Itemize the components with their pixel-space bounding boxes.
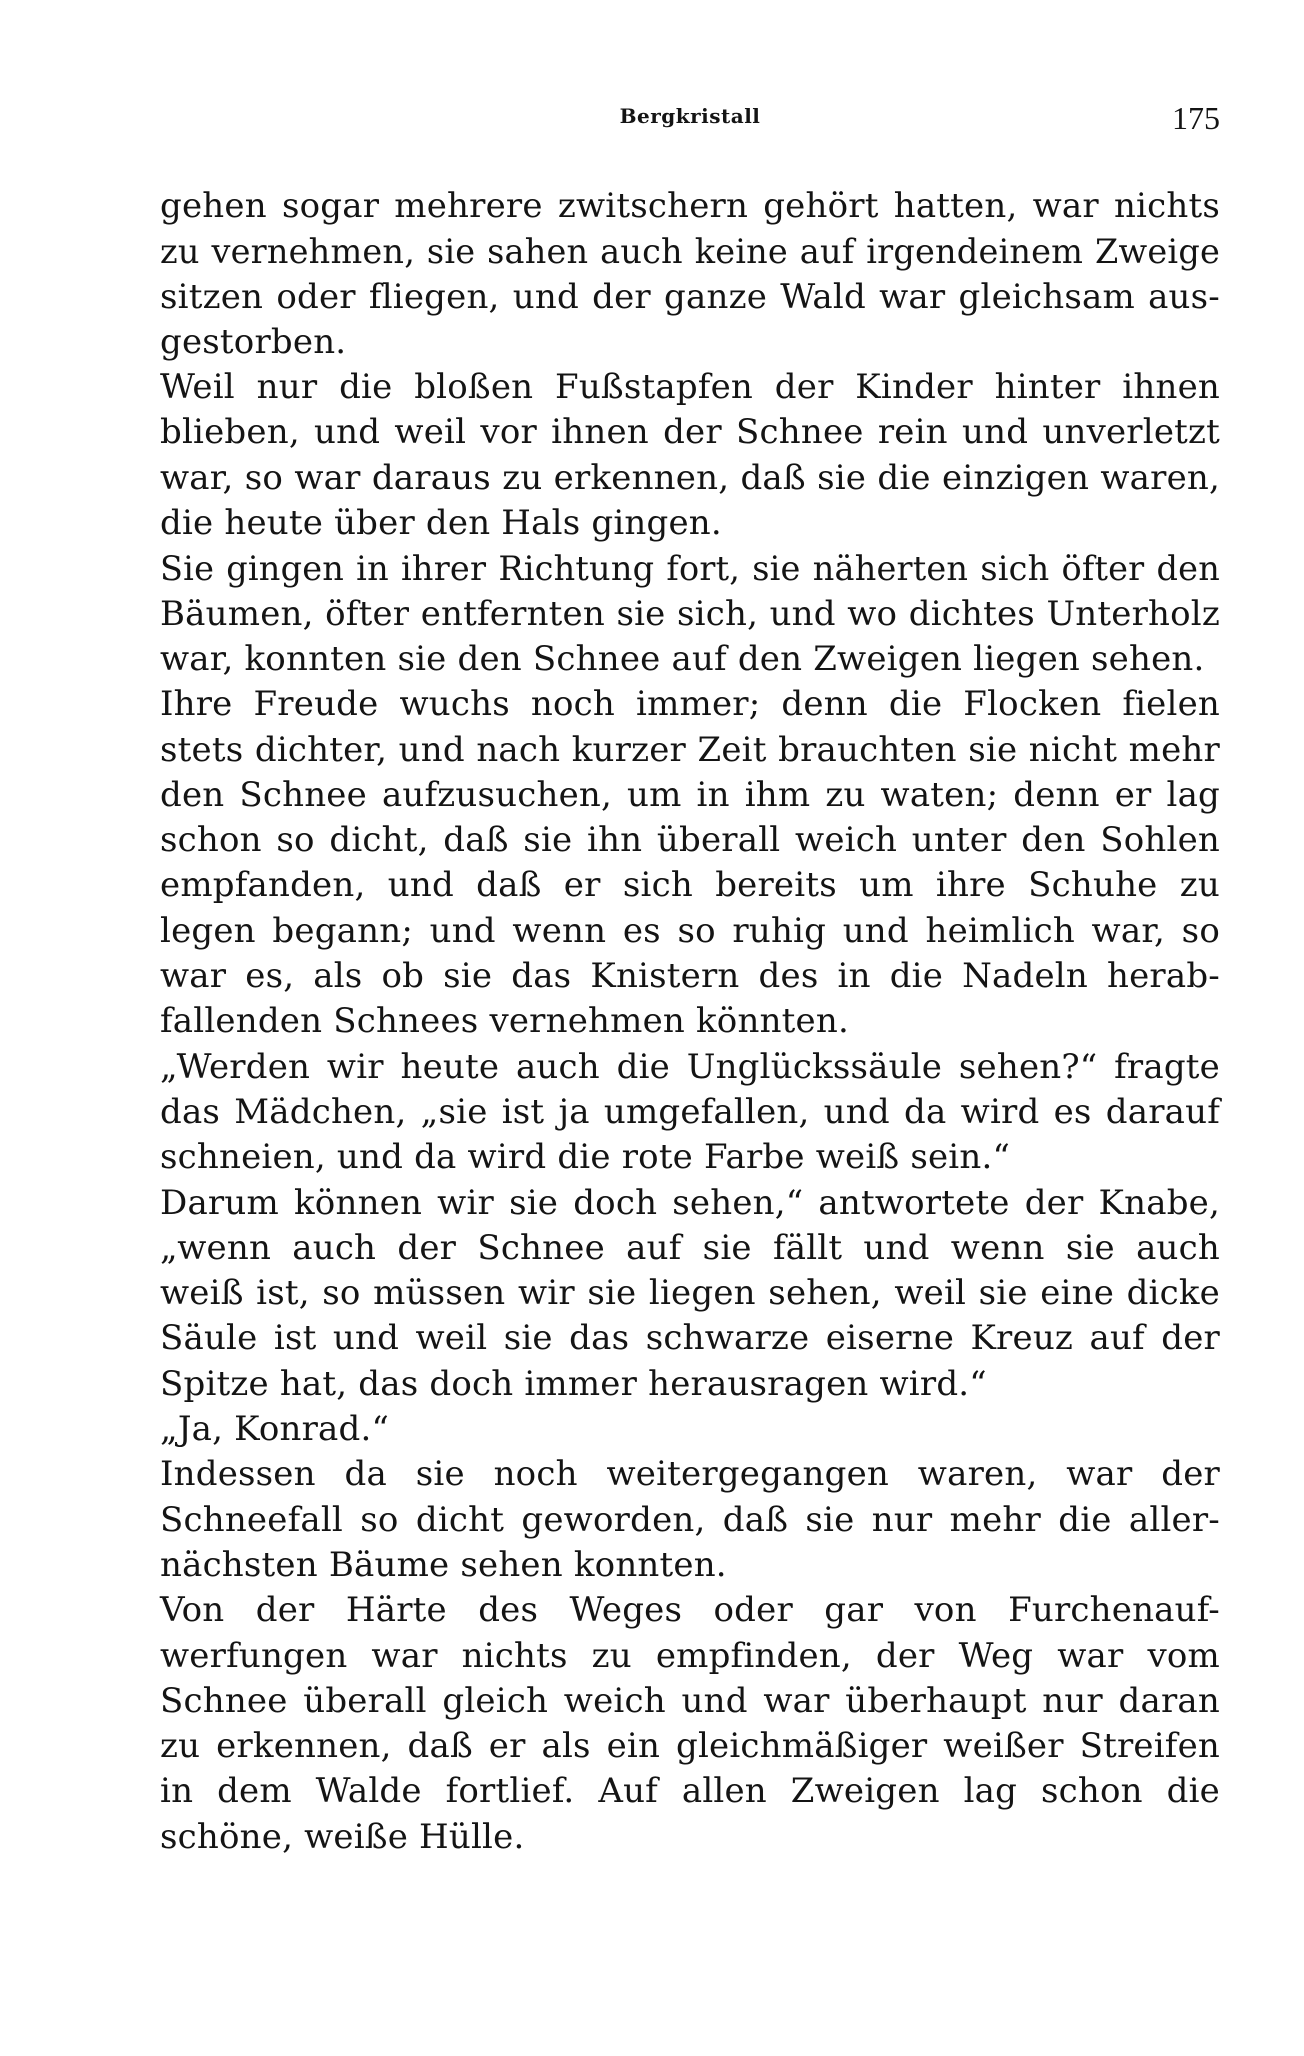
text-line: fallenden Schnees vernehmen könnten. [160, 1001, 849, 1042]
text-line: in dem Walde fortlief. Auf allen Zweigen lag schon die [160, 1771, 1220, 1812]
text-line: Säule ist und weil sie das schwarze eiserne Kreuz auf der [160, 1318, 1220, 1359]
text-line: Schnee überall gleich weich und war überhaupt nur daran [160, 1680, 1220, 1721]
text-line: „wenn auch der Schnee auf sie fällt und wenn sie auch [160, 1227, 1220, 1268]
text-line: die heute über den Hals gingen. [160, 503, 722, 544]
text-line: gestorben. [160, 321, 347, 362]
text-line: war es, als ob sie das Knistern des in die Nadeln herab- [160, 956, 1220, 997]
page-number: 175 [1172, 100, 1220, 136]
text-line: legen begann; und wenn es so ruhig und heimlich war, so [160, 910, 1220, 951]
text-line: Darum können wir sie doch sehen,“ antwortete der Knabe, [160, 1182, 1220, 1223]
text-line: Ihre Freude wuchs noch immer; denn die Flocken fielen [160, 684, 1220, 725]
text-line: nächsten Bäume sehen konnten. [160, 1544, 727, 1585]
text-line: schneien, und da wird die rote Farbe weiß sein.“ [160, 1137, 1011, 1178]
text-line: werfungen war nichts zu empfinden, der Weg war vom [160, 1635, 1220, 1676]
text-line: „Werden wir heute auch die Unglückssäule sehen?“ fragte [160, 1046, 1220, 1087]
text-line: zu vernehmen, sie sahen auch keine auf irgendeinem Zweige [160, 232, 1220, 272]
text-line: weiß ist, so müssen wir sie liegen sehen, weil sie eine dicke [160, 1273, 1220, 1314]
text-line: den Schnee aufzusuchen, um in ihm zu waten; denn er lag [160, 774, 1220, 815]
text-line: blieben, und weil vor ihnen der Schnee rein und unverletzt [160, 412, 1220, 453]
text-line: gehen sogar mehrere zwitschern gehört hatten, war nichts [160, 186, 1220, 226]
text-line: Von der Härte des Weges oder gar von Furchenauf- [160, 1590, 1220, 1631]
text-line: Schneefall so dicht geworden, daß sie nur mehr die aller- [160, 1499, 1220, 1540]
text-line: das Mädchen, „sie ist ja umgefallen, und da wird es darauf [160, 1091, 1220, 1132]
text-line: Sie gingen in ihrer Richtung fort, sie näherten sich öfter den [160, 549, 1220, 589]
running-title: Bergkristall [619, 104, 761, 128]
text-line: war, konnten sie den Schnee auf den Zweigen liegen sehen. [160, 638, 1205, 679]
running-head [160, 100, 1220, 140]
text-line: stets dichter, und nach kurzer Zeit brauchten sie nicht mehr [160, 729, 1220, 770]
text-line: schon so dicht, daß sie ihn überall weich unter den Sohlen [160, 820, 1220, 861]
text-line: zu erkennen, daß er als ein gleichmäßiger weißer Streifen [160, 1726, 1220, 1767]
text-line: Weil nur die bloßen Fußstapfen der Kinder hinter ihnen [160, 367, 1220, 408]
text-line: Indessen da sie noch weitergegangen waren, war der [160, 1454, 1220, 1495]
text-line: sitzen oder fliegen, und der ganze Wald war gleichsam aus- [160, 276, 1220, 317]
text-line: „Ja, Konrad.“ [160, 1409, 390, 1450]
text-line: war, so war daraus zu erkennen, daß sie die einzigen waren, [160, 457, 1220, 498]
text-line: Bäumen, öfter entfernten sie sich, und wo dichtes Unterholz [160, 593, 1220, 634]
body-text [160, 184, 1220, 1860]
text-line: Spitze hat, das doch immer herausragen wird.“ [160, 1363, 987, 1404]
text-line: empfanden, und daß er sich bereits um ihre Schuhe zu [160, 865, 1220, 906]
text-line: schöne, weiße Hülle. [160, 1816, 525, 1857]
